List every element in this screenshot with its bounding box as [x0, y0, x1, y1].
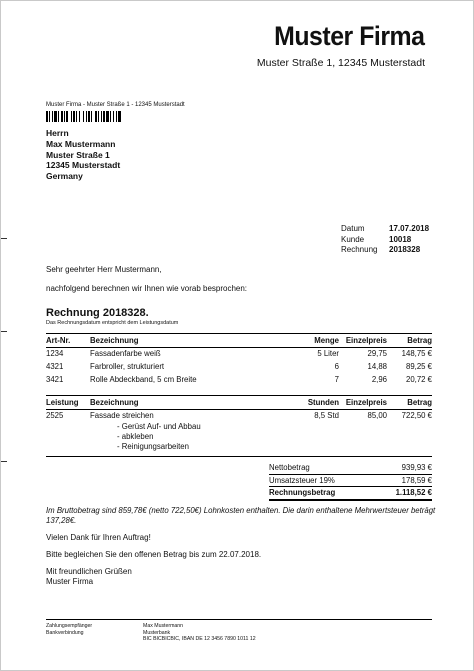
thanks-text: Vielen Dank für Ihren Auftrag! — [46, 533, 151, 542]
col-header: Menge — [314, 335, 339, 345]
net-value: 939,93 € — [401, 463, 432, 473]
recipient-address — [46, 128, 120, 182]
bank-value: Musterbank — [143, 629, 171, 636]
articles-table — [46, 333, 432, 385]
payee-label: Zahlungsempfänger — [46, 623, 93, 629]
salutation: Sehr geehrter Herr Mustermann, — [46, 265, 162, 274]
cell: 6 — [334, 361, 339, 371]
col-header: Einzelpreis — [345, 335, 387, 345]
table-row — [46, 373, 432, 386]
date-label: Datum — [341, 224, 365, 233]
tax-value: 178,59 € — [401, 475, 432, 485]
cell: 148,75 € — [401, 349, 432, 359]
closing-company: Muster Firma — [46, 577, 94, 586]
invoice-number-value: 2018328 — [389, 245, 421, 254]
payee-value: Max Mustermann — [143, 623, 184, 629]
net-label: Nettobetrag — [269, 463, 310, 473]
labor-cost-note: Im Bruttobetrag sind 859,78€ (netto 722,50€) Lohnkosten enthalten. Die darin enthaltene Mehrwertsteuer beträgt 137,28€. — [46, 506, 436, 525]
barcode-bar — [121, 111, 122, 122]
col-header: Betrag — [407, 335, 432, 345]
company-name: Muster Firma — [274, 21, 425, 51]
list-item: - abkleben — [117, 432, 154, 441]
cell: Fassadenfarbe weiß — [90, 349, 161, 359]
totals-block — [269, 462, 432, 501]
cell: 85,00 — [367, 411, 387, 421]
col-header: Leistung — [46, 397, 79, 407]
list-item: - Gerüst Auf- und Abbau — [117, 422, 201, 431]
services-table — [46, 395, 432, 422]
closing — [46, 567, 132, 587]
invoice-meta — [341, 224, 429, 256]
cell: Fassade streichen — [90, 411, 154, 421]
list-item: - Reinigungsarbeiten — [117, 442, 189, 451]
invoice-number-label: Rechnung — [341, 245, 378, 254]
net-row — [269, 462, 432, 475]
col-header: Bezeichnung — [90, 397, 139, 407]
customer-value: 10018 — [389, 234, 412, 244]
bank-label: Bankverbindung — [46, 629, 84, 636]
cell: 8,5 Std — [314, 411, 339, 421]
footer-col-values — [143, 623, 256, 643]
cell: 3421 — [46, 374, 64, 384]
recipient-line: Herrn — [46, 128, 69, 138]
invoice-title: Rechnung 2018328. — [46, 307, 149, 319]
col-header: Bezeichnung — [90, 335, 139, 345]
sender-return-line: Muster Firma - Muster Straße 1 - 12345 Musterstadt — [46, 102, 185, 108]
total-row — [269, 487, 432, 501]
invoice-subtitle: Das Rechnungsdatum entspricht dem Leistungsdatum — [46, 320, 179, 326]
recipient-street: Muster Straße 1 — [46, 149, 110, 160]
total-value: 1.118,52 € — [395, 488, 432, 498]
cell: 5 Liter — [317, 349, 339, 359]
cell: 722,50 € — [401, 411, 432, 421]
cell: Rolle Abdeckband, 5 cm Breite — [90, 374, 197, 384]
intro-text: nachfolgend berechnen wir Ihnen wie vorab besprochen: — [46, 284, 248, 293]
barcode — [46, 111, 146, 122]
cell: 20,72 € — [405, 374, 432, 384]
fold-mark-top — [1, 238, 7, 239]
tax-row — [269, 475, 432, 488]
closing-greeting: Mit freundlichen Grüßen — [46, 567, 132, 576]
cell: 7 — [334, 374, 339, 384]
cell: 89,25 € — [405, 361, 432, 371]
table-row — [46, 348, 432, 361]
recipient-city: 12345 Musterstadt — [46, 160, 121, 171]
service-sub-items — [117, 422, 201, 452]
cell: 14,88 — [367, 361, 387, 371]
cell: Farbroller, strukturiert — [90, 361, 165, 371]
col-header: Betrag — [407, 397, 432, 407]
table-row — [46, 360, 432, 373]
total-label: Rechnungsbetrag — [269, 488, 336, 498]
cell: 2525 — [46, 411, 64, 421]
recipient-name: Max Mustermann — [46, 138, 116, 149]
footer-divider — [46, 619, 432, 620]
table-bottom-rule — [46, 456, 432, 457]
col-header: Einzelpreis — [345, 397, 387, 407]
bank-details: BIC BICBICBIC, IBAN DE 12 3456 7890 1011 12 — [143, 636, 256, 642]
col-header: Art-Nr. — [46, 335, 71, 345]
company-address: Muster Straße 1, 12345 Musterstadt — [256, 57, 425, 69]
cell: 29,75 — [367, 349, 387, 359]
cell: 1234 — [46, 349, 64, 359]
table-header — [46, 334, 432, 347]
punch-mark — [1, 331, 7, 332]
recipient-country: Germany — [46, 171, 83, 182]
col-header: Stunden — [307, 397, 339, 407]
table-header — [46, 396, 432, 409]
payment-request: Bitte begleichen Sie den offenen Betrag bis zum 22.07.2018. — [46, 550, 262, 559]
footer-col-labels — [46, 623, 92, 636]
date-value: 17.07.2018 — [389, 224, 430, 233]
customer-label: Kunde — [341, 234, 365, 244]
table-row — [46, 410, 432, 423]
fold-mark-bottom — [1, 461, 7, 462]
tax-label: Umsatzsteuer 19% — [269, 475, 335, 485]
cell: 2,96 — [371, 374, 387, 384]
cell: 4321 — [46, 361, 64, 371]
